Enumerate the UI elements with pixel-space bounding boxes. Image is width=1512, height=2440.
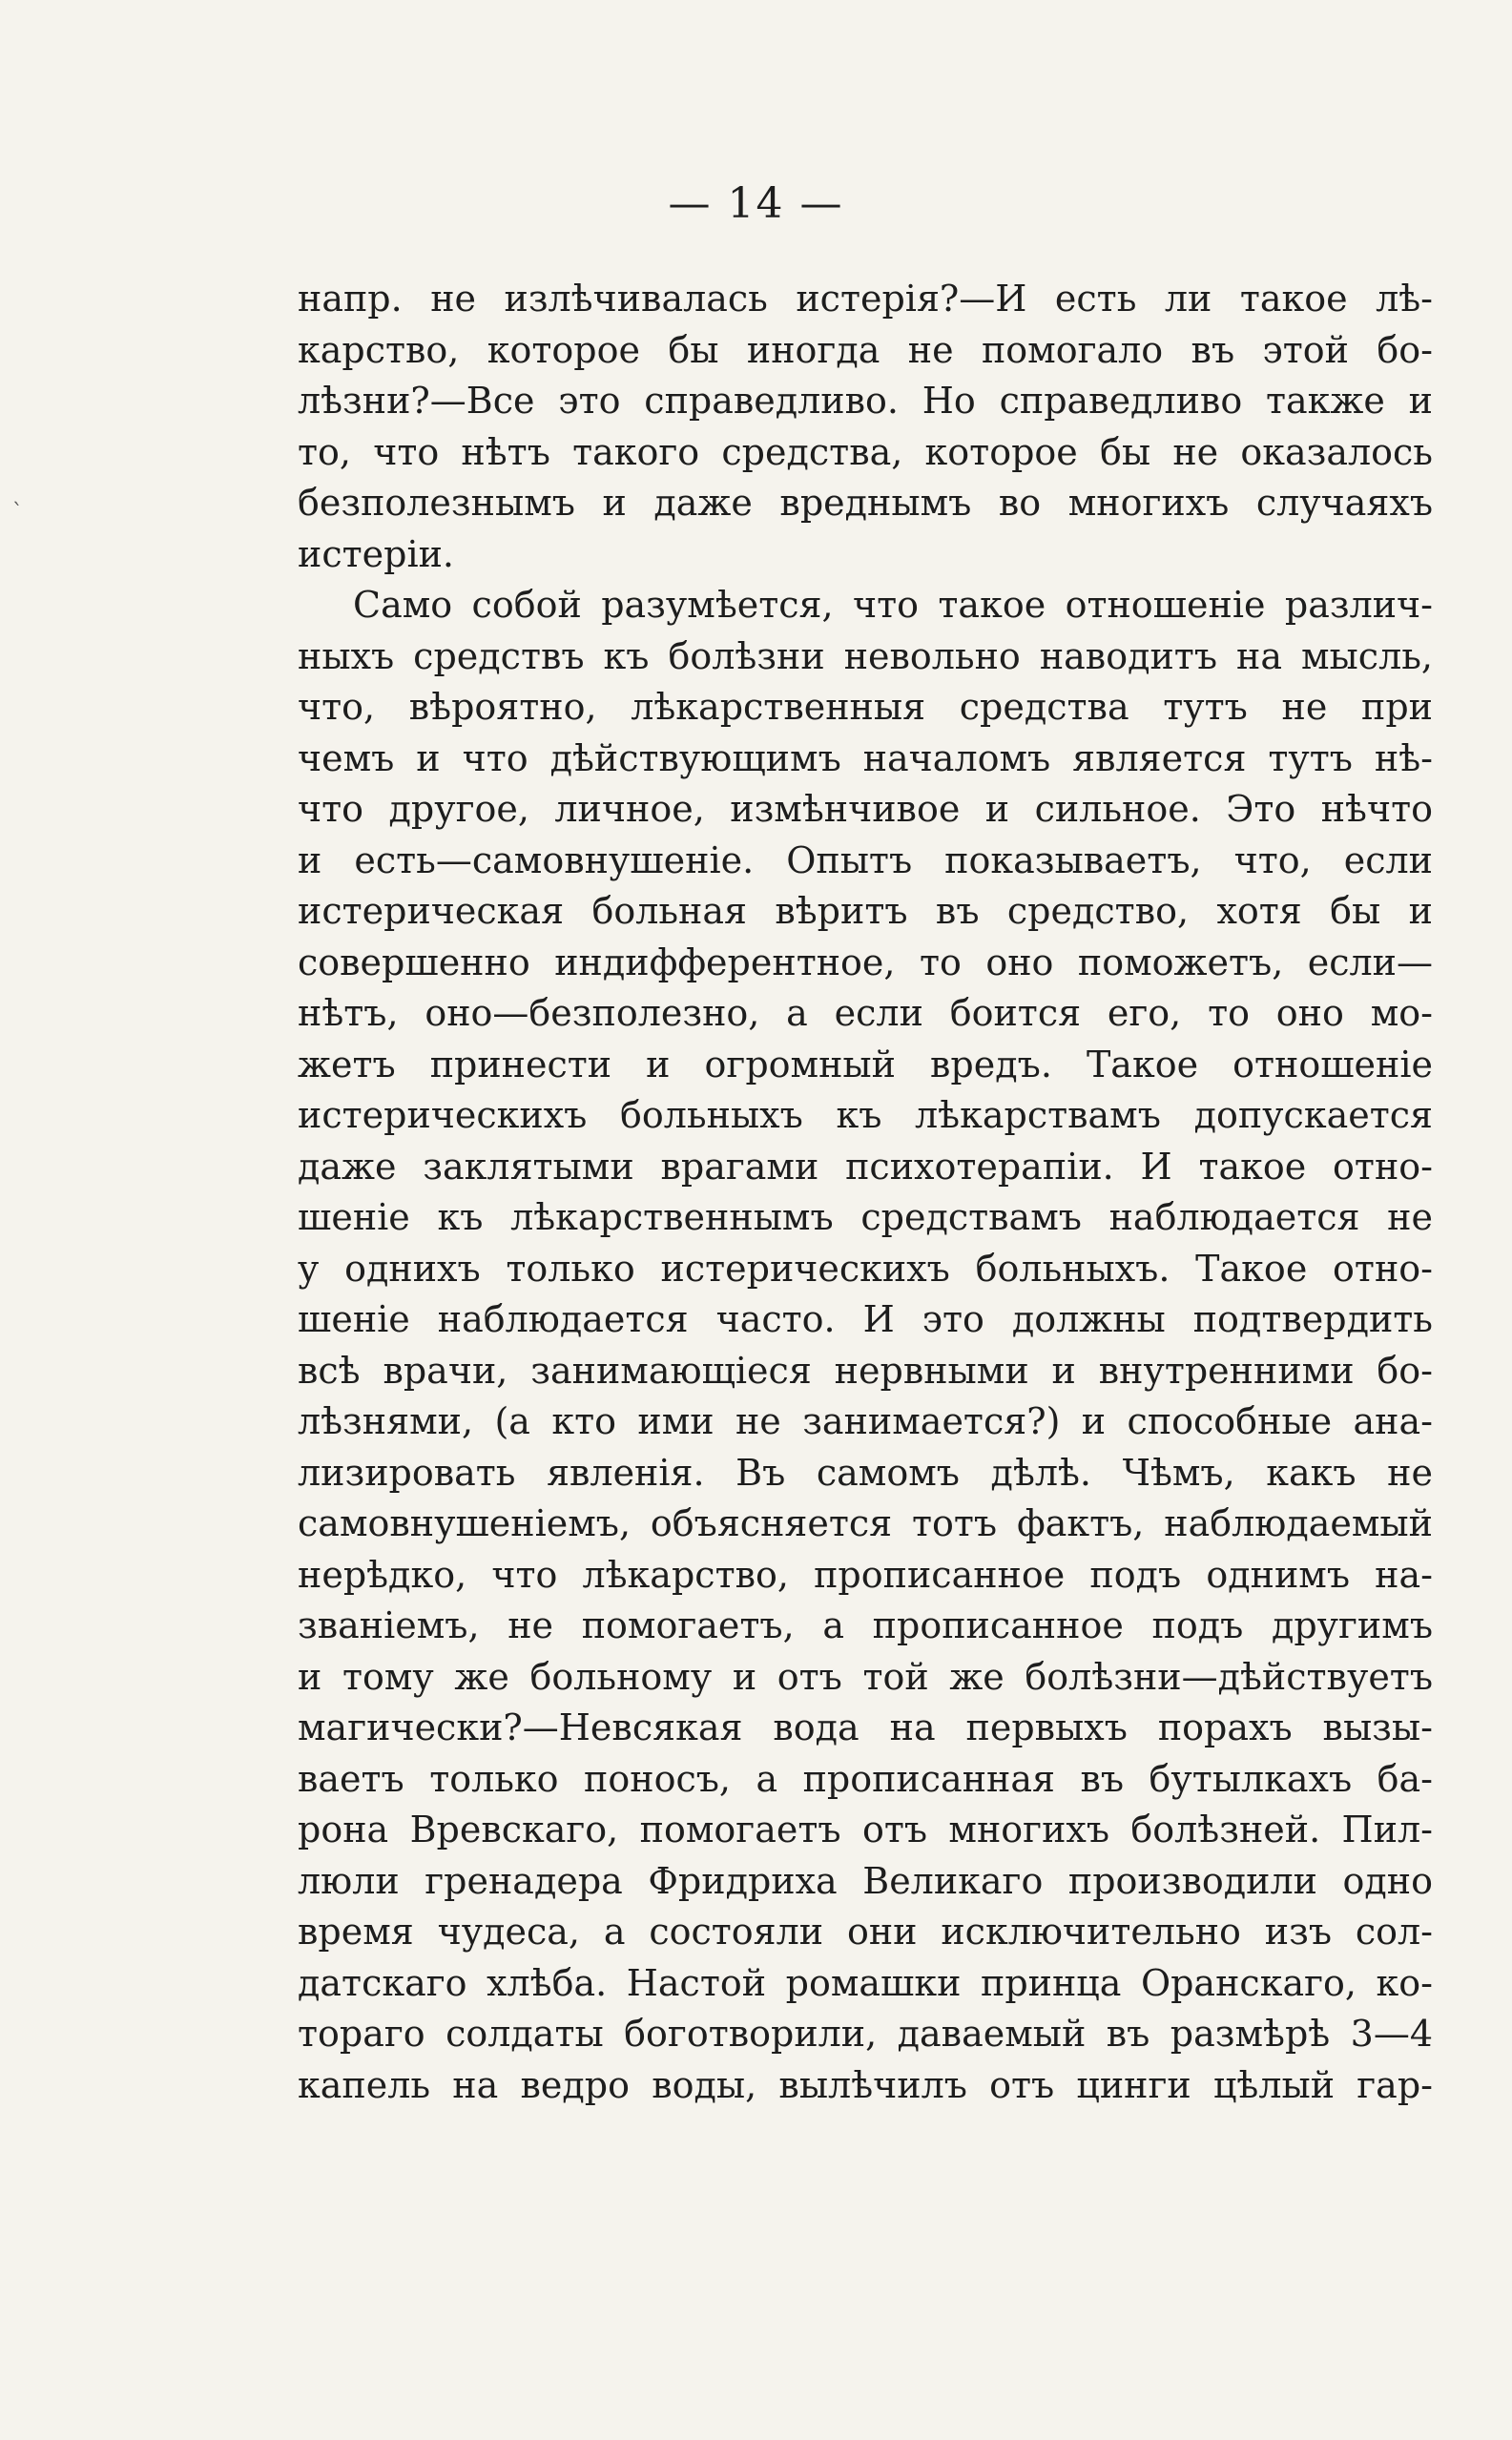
text-line: лѣзнями, (а кто ими не занимается?) и способные ана- [298, 1400, 1433, 1442]
text-line: рона Вревскаго, помогаетъ отъ многихъ болѣзней. Пил- [298, 1809, 1433, 1851]
text-line: жетъ принести и огромный вредъ. Такое отношеніе [298, 1043, 1433, 1086]
text-line: шеніе къ лѣкарственнымъ средствамъ наблюдается не [298, 1196, 1433, 1238]
text-line: всѣ врачи, занимающіеся нервными и внутренними бо- [298, 1349, 1433, 1392]
text-line: что, вѣроятно, лѣкарственныя средства тутъ не при [298, 686, 1433, 728]
text-line: датскаго хлѣба. Настой ромашки принца Оранскаго, ко- [298, 1961, 1433, 2004]
text-line: напр. не излѣчивалась истерія?—И есть ли такое лѣ- [298, 278, 1433, 320]
text-line: лѣзни?—Все это справедливо. Но справедливо также и [298, 380, 1433, 422]
text-line: ныхъ средствъ къ болѣзни невольно наводитъ на мысль, [298, 634, 1433, 677]
text-line: нерѣдко, что лѣкарство, прописанное подъ однимъ на- [298, 1553, 1433, 1596]
paragraph-start-line: Само собой разумѣется, что такое отношеніе различ- [353, 584, 1433, 626]
text-line: совершенно индифферентное, то оно поможетъ, если— [298, 941, 1433, 983]
text-line: и есть—самовнушеніе. Опытъ показываетъ, что, если [298, 838, 1433, 881]
text-line: магически?—Невсякая вода на первыхъ порахъ вызы- [298, 1706, 1433, 1748]
text-line: истеріи. [298, 532, 455, 575]
text-line: время чудеса, а состояли они исключительно изъ сол- [298, 1911, 1433, 1953]
text-line: лизировать явленія. Въ самомъ дѣлѣ. Чѣмъ, какъ не [298, 1451, 1433, 1494]
text-line: истерическая больная вѣритъ въ средство, хотя бы и [298, 890, 1433, 932]
text-line: безполезнымъ и даже вреднымъ во многихъ случаяхъ [298, 482, 1433, 524]
text-line: и тому же больному и отъ той же болѣзни—дѣйствуетъ [298, 1655, 1433, 1698]
text-line: у однихъ только истерическихъ больныхъ. Такое отно- [298, 1247, 1433, 1290]
text-line: то, что нѣтъ такого средства, которое бы не оказалось [298, 430, 1433, 473]
text-line: нѣтъ, оно—безполезно, а если боится его, то оно мо- [298, 992, 1433, 1034]
text-line: ваетъ только поносъ, а прописанная въ бутылкахъ ба- [298, 1757, 1433, 1800]
text-line: чемъ и что дѣйствующимъ началомъ является тутъ нѣ- [298, 736, 1433, 779]
text-line: даже заклятыми врагами психотерапіи. И такое отно- [298, 1145, 1433, 1188]
text-line: тораго солдаты боготворили, даваемый въ размѣрѣ 3—4 [298, 2013, 1433, 2055]
page-number: — 14 — [668, 179, 844, 228]
text-line: капель на ведро воды, вылѣчилъ отъ цинги цѣлый гар- [298, 2063, 1433, 2106]
margin-mark: ` [12, 501, 23, 525]
text-line: люли гренадера Фридриха Великаго производили одно [298, 1859, 1433, 1902]
text-line: званіемъ, не помогаетъ, а прописанное подъ другимъ [298, 1604, 1433, 1646]
text-line: что другое, личное, измѣнчивое и сильное. Это нѣчто [298, 788, 1433, 830]
text-line: карство, которое бы иногда не помогало въ этой бо- [298, 328, 1433, 371]
text-line: шеніе наблюдается часто. И это должны подтвердить [298, 1298, 1433, 1340]
text-line: истерическихъ больныхъ къ лѣкарствамъ допускается [298, 1094, 1433, 1136]
text-line: самовнушеніемъ, объясняется тотъ фактъ, наблюдаемый [298, 1502, 1433, 1544]
body-text [298, 274, 1433, 2111]
